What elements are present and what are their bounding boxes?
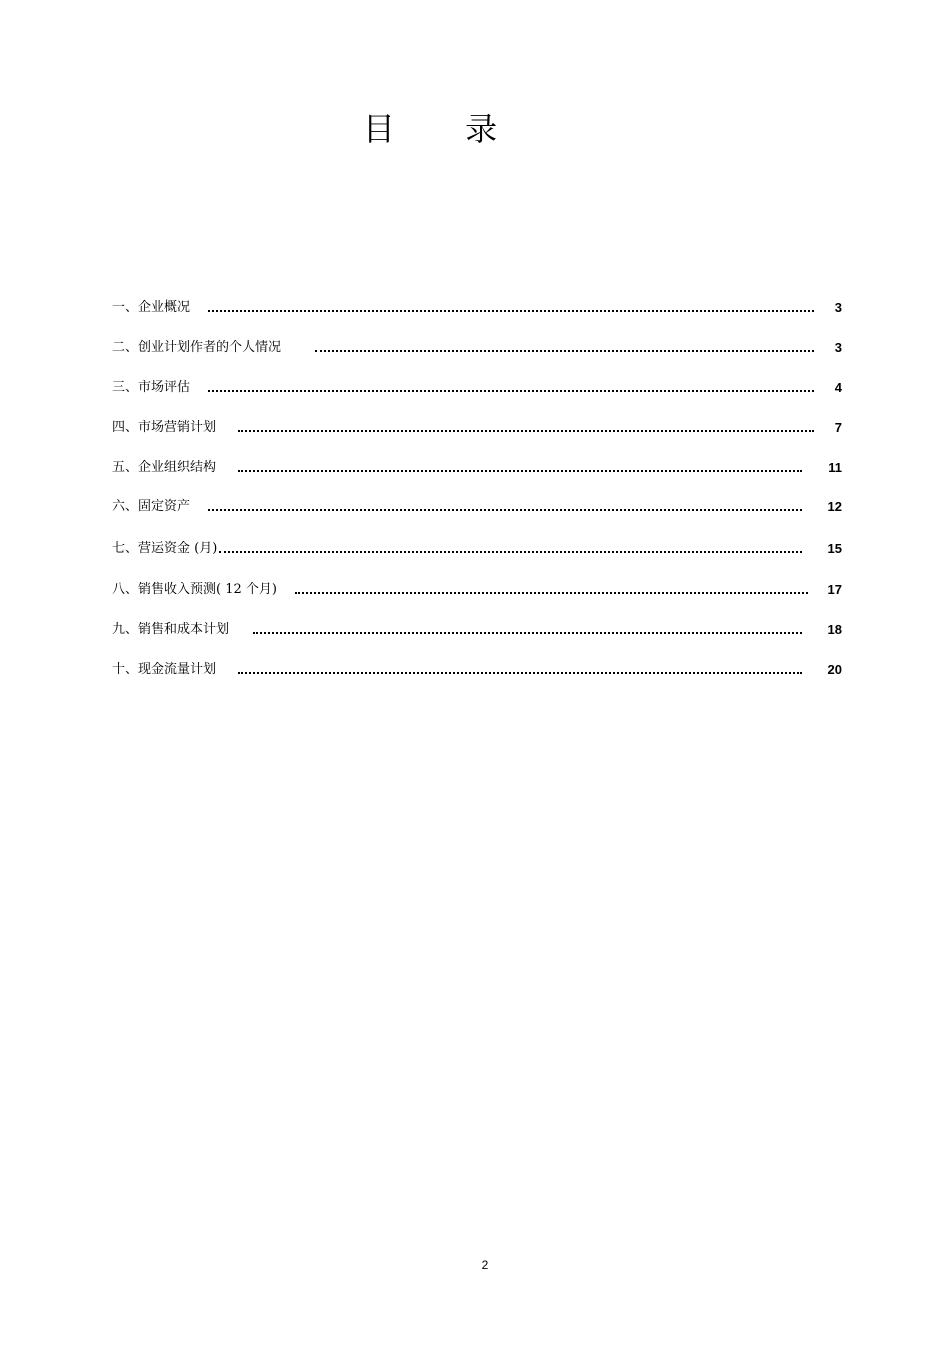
toc-entry-3[interactable] bbox=[112, 376, 842, 396]
toc-entry-5[interactable] bbox=[112, 456, 842, 476]
toc-leader-dots bbox=[238, 430, 814, 432]
toc-label: 四、市场营销计划 bbox=[112, 420, 217, 435]
toc-entry-2[interactable] bbox=[112, 336, 842, 356]
toc-entry-9[interactable] bbox=[112, 618, 842, 638]
toc-page-number: 4 bbox=[834, 380, 842, 395]
toc-entry-10[interactable] bbox=[112, 658, 842, 678]
page-number: 2 bbox=[481, 1258, 489, 1272]
toc-page-number: 7 bbox=[834, 420, 842, 435]
toc-leader-dots bbox=[238, 672, 802, 674]
toc-page-number: 3 bbox=[834, 300, 842, 315]
toc-label: 十、现金流量计划 bbox=[112, 662, 217, 677]
toc-label: 六、固定资产 bbox=[112, 499, 191, 514]
toc-page-number: 3 bbox=[834, 340, 842, 355]
page-title: 目 录 bbox=[362, 110, 528, 148]
toc-label: 七、营运资金 (月) bbox=[112, 541, 218, 556]
toc-page-number: 17 bbox=[827, 582, 842, 597]
toc-entry-4[interactable] bbox=[112, 416, 842, 436]
toc-leader-dots bbox=[295, 592, 808, 594]
toc-leader-dots bbox=[315, 350, 814, 352]
toc-entry-1[interactable] bbox=[112, 296, 842, 316]
toc-label: 二、创业计划作者的个人情况 bbox=[112, 340, 282, 355]
toc-page-number: 18 bbox=[827, 622, 842, 637]
toc-entry-6[interactable] bbox=[112, 495, 842, 515]
toc-label: 五、企业组织结构 bbox=[112, 460, 217, 475]
toc-label: 八、销售收入预测( 12 个月) bbox=[112, 582, 277, 597]
toc-page-number: 12 bbox=[827, 499, 842, 514]
toc-leader-dots bbox=[208, 509, 802, 511]
toc-label: 九、销售和成本计划 bbox=[112, 622, 230, 637]
toc-label: 三、市场评估 bbox=[112, 380, 191, 395]
toc-entry-7[interactable] bbox=[112, 537, 842, 557]
toc-label: 一、企业概况 bbox=[112, 300, 191, 315]
toc-leader-dots bbox=[219, 551, 802, 553]
toc-entry-8[interactable] bbox=[112, 578, 842, 598]
toc-leader-dots bbox=[208, 310, 814, 312]
toc-leader-dots bbox=[208, 390, 814, 392]
toc-page-number: 11 bbox=[828, 460, 842, 475]
toc-page-number: 15 bbox=[827, 541, 842, 556]
toc-leader-dots bbox=[238, 470, 802, 472]
toc-page-number: 20 bbox=[827, 662, 842, 677]
toc-leader-dots bbox=[253, 632, 802, 634]
